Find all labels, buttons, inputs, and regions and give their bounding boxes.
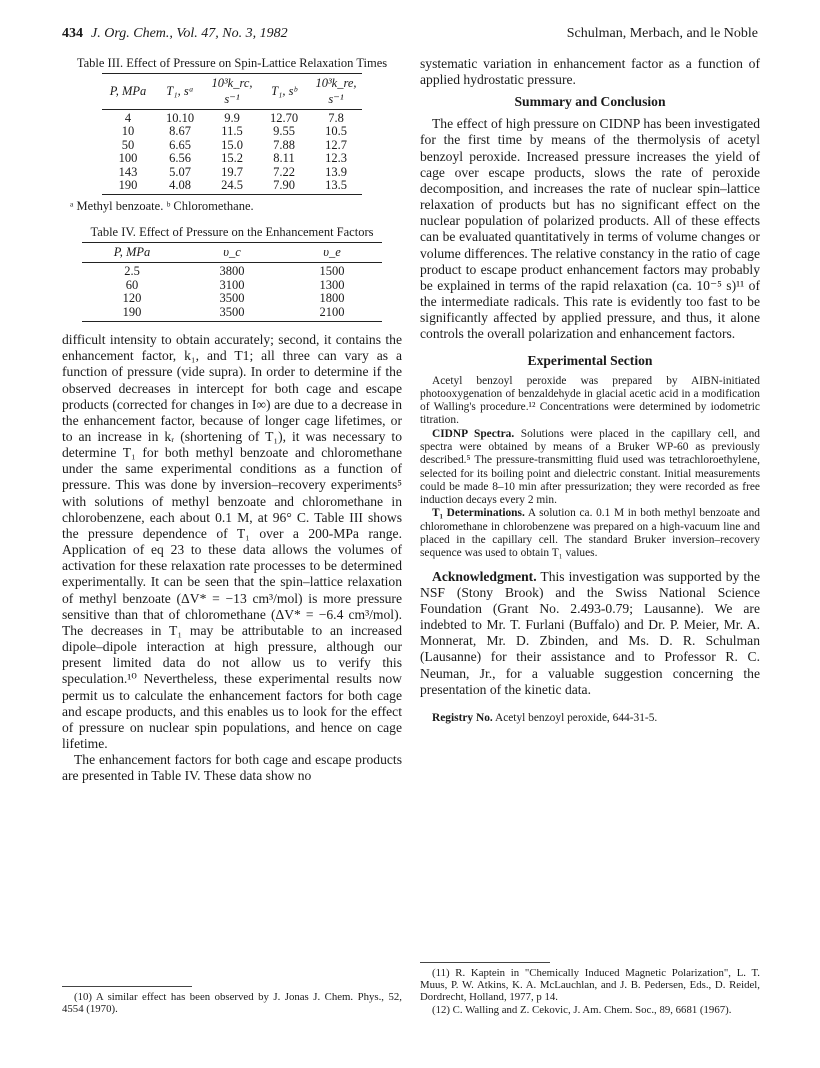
journal-citation: J. Org. Chem., Vol. 47, No. 3, 1982 [91,26,288,41]
table-cell: 24.5 [206,179,258,195]
table3-caption [62,56,402,70]
table4-col-header: P, MPa [82,243,182,263]
summary-paragraph: The effect of high pressure on CIDNP has been investigated for the first time by means of the thermolysis of acetyl benzoyl peroxide. Increased pressure increases the yield of cage over escape products, slows the rate of peroxide decomposition, and increases the rate of nuclear spin–lattice relaxation of products but has no significant effect on the nuclear population of polarized products. All of these effects can be evaluated quantitatively in terms of volume changes or volume differences. The relative constancy in the ratio of cage product to escape product enhancement factors may probably be explained in terms of the rapid relaxation (ca. 10⁻⁵ s)¹¹ of the intermediate radicals. This rate is evidently too fast to be significantly affected by applied pressure, and thus, it alone controls the overall polarization and enhancement factors. [420,116,760,342]
table-cell: 190 [102,179,154,195]
run-in-heading: T₁ Determinations. [432,507,525,520]
table-row [82,263,382,279]
table-cell: 13.5 [310,179,362,195]
table3-col-header: T₁, sᵇ [258,74,310,110]
paragraph-text: A solution ca. 0.1 M in both methyl benzoate and chloromethane in chlorobenzene was prepared on a high-vacuum line and placed in the capillary cell. The standard Bruker inversion–recovery sequence was used to obtain T₁ values. [420,507,761,560]
footnote-rule [420,962,550,963]
table-cell: 1500 [319,264,345,279]
table-cell: 13.9 [325,164,347,179]
table-cell: 8.11 [273,151,295,166]
table-cell: 2100 [282,306,382,322]
footnote: (10) A similar effect has been observed by J. Jonas J. Chem. Phys., 52, 4554 (1970). [62,991,402,1016]
table-cell: 19.7 [221,164,243,179]
registry-line [432,712,760,724]
table-row [102,125,362,138]
table-cell: 10.10 [165,111,195,125]
table-cell: 4 [124,111,132,125]
table-cell: 9.9 [224,111,240,125]
page-number: 434 [62,26,83,41]
table3-col-header: T₁, sᵃ [154,74,206,110]
table-cell: 15.2 [221,151,243,166]
table-cell: 5.07 [169,164,191,179]
table-row [102,110,362,126]
table-cell: 8.67 [169,124,191,139]
table-cell: 10 [121,124,135,139]
table-cell: 3100 [219,277,245,292]
table-cell: 10.5 [325,124,347,139]
run-in-heading: Registry No. [432,711,493,724]
run-in-heading: Acknowledgment. [432,568,537,584]
table4-header-row [82,243,382,263]
table-row [82,292,382,305]
footnote-rule [62,986,192,987]
body-paragraph: difficult intensity to obtain accurately; second, it contains the enhancement factor, k₁, and T1; all three can vary as a function of pressure (vide supra). In order to determine if the observed decreases in intercept for both cage and escape products (corrected for changes in I∞) are due to a decrease in the enhancement factor, because of longer cage lifetimes, or to an increase in kᵣ (shortening of T₁), it was necessary to determine T₁ for both methyl benzoate and chloromethane under the same experimental conditions as a function of pressure. This was done by inversion–recovery experiments⁵ with solutions of methyl benzoate and chloromethane in chlorobenzene, each about 0.1 M, at 96° C. Table III shows the pressure dependence of T₁ over a 200-MPa range. Application of eq 23 to these data allows the volumes of activation for these relaxation rate processes to be determined experimentally. It can be seen that the spin–lattice relaxation of methyl benzoate (ΔV* = −13 cm³/mol) is more pressure sensitive than that of chloromethane (ΔV* = −6.4 cm³/mol). The decreases in T₁ may be attributable to an increased dipole–dipole interaction at high pressure, although our present limited data do not allow us to verify this speculation.¹⁰ Nevertheless, these experimental results now permit us to calculate the enhancement factors for both cage and escape products, and this enables us to look for the effect of pressure on nuclear spin populations, and hence on cage lifetime. [62,332,402,751]
table-cell: 7.90 [258,179,310,195]
experimental-paragraph: Acetyl benzoyl peroxide was prepared by AIBN-initiated photooxygenation of benzaldehyde in glacial acetic acid in a modification of Walling's procedure.¹² Concentrations were determined by iodometric titration. [420,374,760,427]
table3-col-header: 10³k_re, s⁻¹ [310,74,362,110]
table3-footnotes: ᵃ Methyl benzoate. ᵇ Chloromethane. [70,199,254,214]
body-paragraph: systematic variation in enhancement factor as a function of applied hydrostatic pressure. [420,56,760,88]
section-heading-experimental: Experimental Section [527,352,653,368]
table-row [102,179,362,195]
footnote: (12) C. Walling and Z. Cekovic, J. Am. Chem. Soc., 89, 6681 (1967). [432,1003,732,1016]
table4 [82,242,382,322]
table-cell: 7.88 [273,137,295,152]
table-cell: 1300 [319,277,345,292]
table-cell: 3500 [219,291,245,306]
paragraph-text: This investigation was supported by the NSF (Stony Brook) and the Swiss National Science Foundation (Grant No. 2.493-0.79; Lausanne). We are indebted to Mr. T. Furlani (Buffalo) and Dr. P. Meier, Mr. A. Monnerat, Mr. D. Zbinden, and Ms. D. R. Schulman (Lausanne) for their assistance and to Professor R. C. Neuman, Jr., for a valuable suggestion concerning the presentation of the kinetic data. [420,568,761,697]
table-cell: 7.8 [328,111,344,125]
table-cell: 120 [122,291,142,306]
section-heading-summary: Summary and Conclusion [514,94,666,110]
running-header-left [62,26,288,42]
table-cell: 6.65 [169,137,191,152]
table3-title: Effect of Pressure on Spin-Lattice Relaxation Times [126,56,388,70]
table3-col-header: 10³k_rc, s⁻¹ [206,74,258,110]
table4-label: Table IV. [90,225,136,240]
table4-col-header: υ_c [182,243,282,263]
table-cell: 15.0 [221,137,243,152]
table4-caption [62,225,402,239]
table-cell: 6.56 [169,151,191,166]
table-row [102,152,362,165]
table-cell: 1800 [319,291,345,306]
paragraph-text: Acetyl benzoyl peroxide, 644-31-5. [494,711,658,724]
table-cell: 9.55 [273,124,295,139]
body-paragraph: The enhancement factors for both cage and escape products are presented in Table IV. These data show no [62,752,402,784]
table-cell: 190 [82,306,182,322]
table4-title: Effect of Pressure on the Enhancement Factors [139,225,374,240]
table-cell: 12.70 [269,111,299,125]
table3 [102,73,362,195]
table-row [102,139,362,152]
right-column [420,56,760,724]
running-header-authors: Schulman, Merbach, and le Noble [566,26,758,41]
table3-label: Table III. [76,56,124,70]
table-cell: 12.7 [325,137,347,152]
table-cell: 12.3 [325,151,347,166]
acknowledgment-paragraph [420,569,760,698]
right-footnotes [420,962,760,1016]
experimental-paragraph [420,428,760,508]
table-cell: 7.22 [273,164,295,179]
table-row [82,306,382,322]
left-footnotes [62,986,402,1015]
run-in-heading: CIDNP Spectra. [432,427,515,440]
table-cell: 4.08 [154,179,206,195]
table4-col-header: υ_e [282,243,382,263]
footnote: (11) R. Kaptein in "Chemically Induced Magnetic Polarization", L. T. Muus, P. W. Atkins, K. A. McLauchlan, and J. B. Pedersen, Eds., D. Reidel, Dordrecht, Holland, 1977, p 14. [420,967,760,1004]
left-column [62,56,402,784]
table-row [102,166,362,179]
table-cell: 143 [118,164,138,179]
table-cell: 50 [121,137,135,152]
table-cell: 3500 [182,306,282,322]
table-row [82,279,382,292]
experimental-paragraph [420,507,760,560]
table-cell: 11.5 [221,124,243,139]
table3-header-row [102,74,362,110]
table-cell: 100 [118,151,138,166]
paragraph-text: Solutions were placed in the capillary cell, and spectra were obtained by means of a Bruker WP-60 as previously described.⁵ The pressure-transmitting fluid used was tetrachloroethylene, selected for its boiling point and dielectric constant. Initial measurements could be made 8–10 min after pressurization; they were recorded as free induction decays every 2 min. [420,427,760,507]
table-cell: 2.5 [124,264,140,279]
table-cell: 60 [125,277,139,292]
table-cell: 3800 [219,264,245,279]
table3-col-header: P, MPa [102,74,154,110]
